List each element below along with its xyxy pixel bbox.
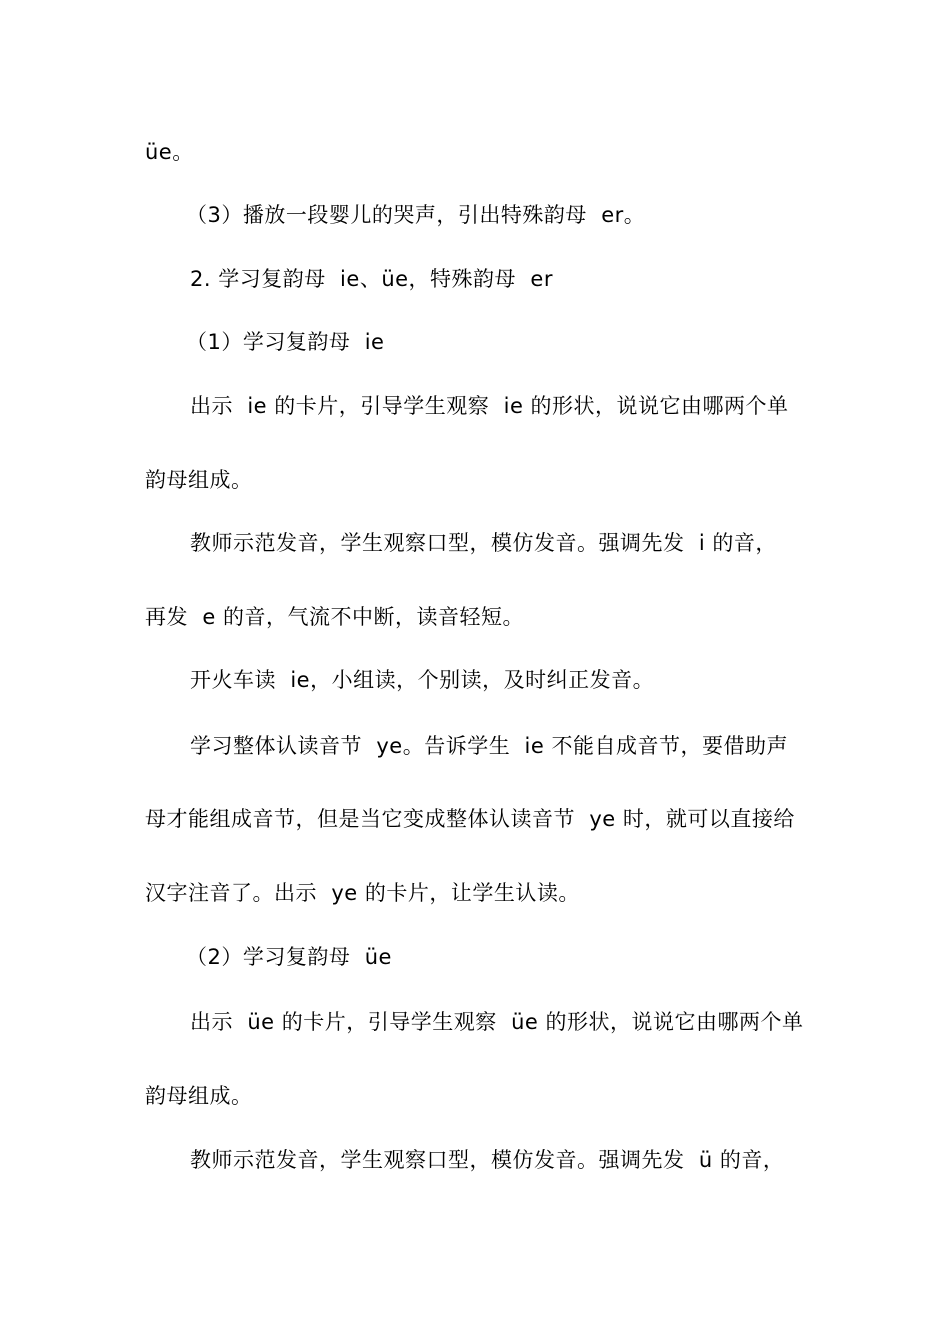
- text-line-6: 韵母组成。: [145, 468, 253, 492]
- text-line-4: （1）学习复韵母 ie: [186, 330, 385, 354]
- text-line-5: 出示 ie 的卡片，引导学生观察 ie 的形状，说说它由哪两个单: [190, 394, 789, 418]
- text-line-9: 开火车读 ie，小组读，个别读，及时纠正发音。: [190, 668, 655, 692]
- text-line-14: 出示 üe 的卡片，引导学生观察 üe 的形状，说说它由哪两个单: [190, 1010, 804, 1034]
- text-line-15: 韵母组成。: [145, 1084, 253, 1108]
- text-line-2: （3）播放一段婴儿的哭声，引出特殊韵母 er。: [186, 203, 646, 227]
- text-line-3: 2. 学习复韵母 ie、üe，特殊韵母 er: [190, 267, 553, 291]
- text-line-16: 教师示范发音，学生观察口型，模仿发音。强调先发 ü 的音，: [190, 1148, 785, 1172]
- text-line-11: 母才能组成音节，但是当它变成整体认读音节 ye 时，就可以直接给: [145, 807, 795, 831]
- text-line-8: 再发 e 的音，气流不中断，读音轻短。: [145, 605, 524, 629]
- text-line-13: （2）学习复韵母 üe: [186, 945, 392, 969]
- text-line-1: üe。: [145, 140, 194, 164]
- text-line-10: 学习整体认读音节 ye。告诉学生 ie 不能自成音节，要借助声: [190, 734, 788, 758]
- text-line-7: 教师示范发音，学生观察口型，模仿发音。强调先发 i 的音，: [190, 531, 777, 555]
- text-line-12: 汉字注音了。出示 ye 的卡片，让学生认读。: [145, 881, 580, 905]
